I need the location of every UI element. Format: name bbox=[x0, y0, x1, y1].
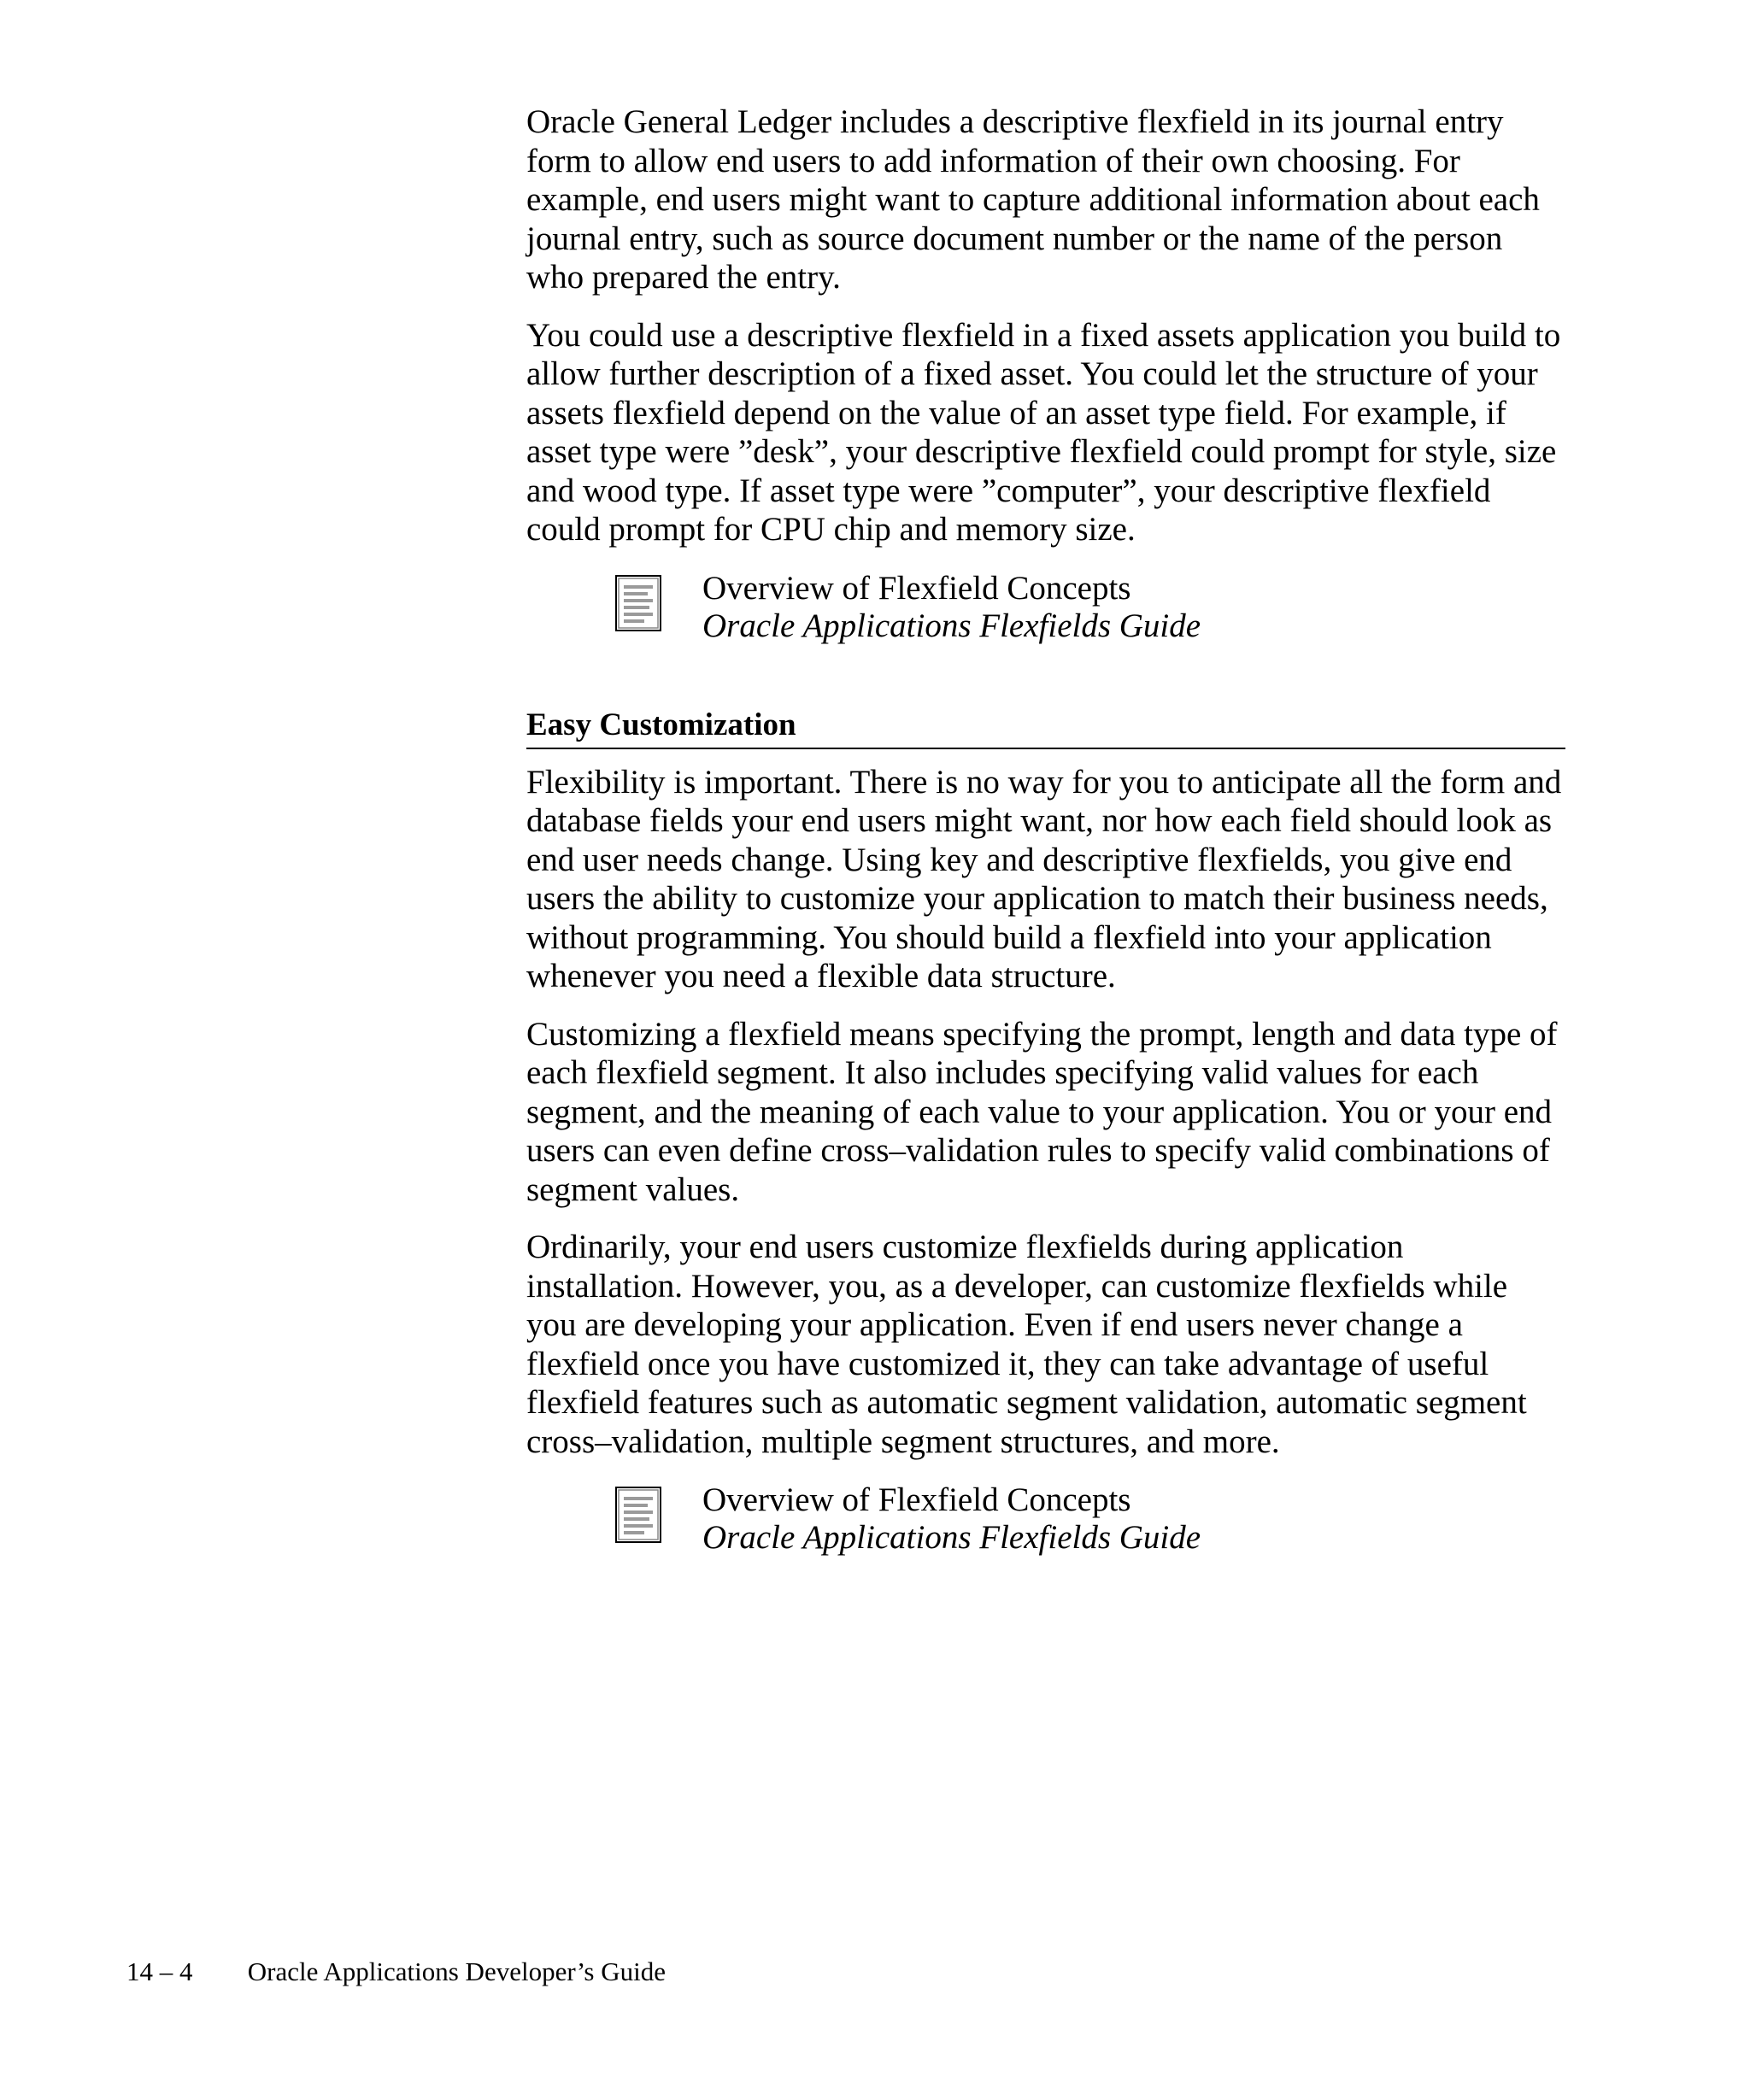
paragraph-general-ledger: Oracle General Ledger includes a descriptive flexfield in its journal entry form to allow end users to add information of their own choosing. For example, end users might want to capture additional information about each journal entry, such as source document number or the name of the person who prepared the entry. bbox=[526, 103, 1540, 296]
document-icon bbox=[615, 575, 661, 631]
document-icon bbox=[615, 1487, 661, 1543]
page-number: 14 – 4 bbox=[126, 1956, 193, 1986]
paragraph-customizing: Customizing a flexfield means specifying the prompt, length and data type of each flexfield segment. It also includes specifying valid values for each segment, and the meaning of each value to your application. You or your end users can even define cross–validation rules to specify valid combinations of segment values. bbox=[526, 1015, 1558, 1208]
main-column bbox=[526, 103, 1565, 1584]
reference-title: Overview of Flexfield Concepts bbox=[702, 569, 1131, 607]
reference-link-1[interactable] bbox=[526, 568, 1565, 654]
paragraph-ordinarily: Ordinarily, your end users customize flexfields during application installation. However, you, as a developer, can customize flexfields while you are developing your application. Even if end users never change a flexfield once you have customized it, they can take advantage of useful flexfield features such as automatic segment validation, automatic segment cross–validation, multiple segment structures, and more. bbox=[526, 1229, 1527, 1460]
section-heading: Easy Customization bbox=[526, 707, 1565, 749]
paragraph-fixed-assets: You could use a descriptive flexfield in a fixed assets application you build to allow further description of a fixed asset. You could let the structure of your assets flexfield depend on the value of an asset type field. For example, if asset type were ”desk”, your descriptive flexfield could prompt for style, size and wood type. If asset type were ”computer”, your descriptive flexfield could prompt for CPU chip and memory size. bbox=[526, 316, 1561, 548]
reference-title: Overview of Flexfield Concepts bbox=[702, 1481, 1131, 1518]
reference-book: Oracle Applications Flexfields Guide bbox=[702, 607, 1201, 644]
page-footer bbox=[126, 1956, 666, 1987]
footer-book-title: Oracle Applications Developer’s Guide bbox=[247, 1956, 666, 1986]
reference-link-2[interactable] bbox=[526, 1480, 1565, 1565]
reference-text bbox=[702, 1481, 1201, 1557]
reference-text bbox=[702, 570, 1201, 645]
reference-book: Oracle Applications Flexfields Guide bbox=[702, 1519, 1201, 1556]
paragraph-flexibility: Flexibility is important. There is no way for you to anticipate all the form and database fields your end users might want, nor how each field should look as end user needs change. Using key and descriptive flexfields, you give end users the ability to customize your application to match their business needs, without programming. You should build a flexfield into your application whenever you need a flexible data structure. bbox=[526, 763, 1562, 994]
